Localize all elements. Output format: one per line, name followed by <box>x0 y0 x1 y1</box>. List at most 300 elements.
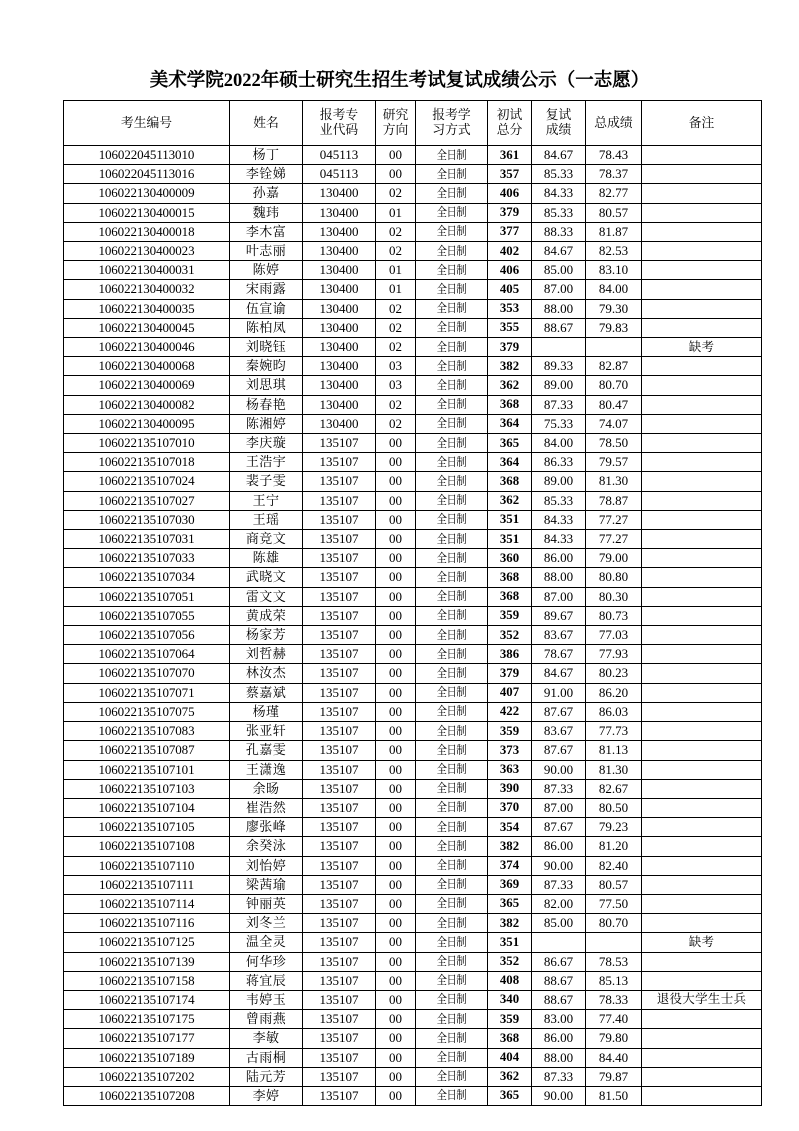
cell-total <box>586 741 642 760</box>
cell-id <box>64 664 230 683</box>
column-header-name <box>230 101 303 146</box>
column-header-note <box>642 101 762 146</box>
cell-note <box>642 1029 762 1048</box>
cell-name <box>230 491 303 510</box>
cell-direction <box>376 261 416 280</box>
cell-major <box>303 1048 376 1067</box>
cell-preliminary <box>488 683 532 702</box>
cell-name <box>230 299 303 318</box>
cell-mode <box>416 587 488 606</box>
cell-retest <box>532 1029 586 1048</box>
cell-id <box>64 1086 230 1105</box>
cell-mode <box>416 664 488 683</box>
cell-text: 379 <box>499 665 520 680</box>
column-header-line: 习方式 <box>432 123 471 137</box>
column-header-line: 方向 <box>382 123 409 137</box>
cell-text: 130400 <box>319 396 359 412</box>
cell-text: 355 <box>499 320 520 335</box>
cell-note <box>642 146 762 165</box>
cell-retest <box>532 165 586 184</box>
cell-text: 88.67 <box>543 972 574 988</box>
cell-retest <box>532 914 586 933</box>
cell-total <box>586 722 642 741</box>
cell-major <box>303 472 376 491</box>
cell-retest <box>532 683 586 702</box>
cell-major <box>303 741 376 760</box>
cell-preliminary <box>488 491 532 510</box>
cell-text: 135107 <box>319 838 359 854</box>
cell-text: 130400 <box>319 300 359 316</box>
cell-retest <box>532 280 586 299</box>
cell-direction <box>376 299 416 318</box>
cell-text: 80.70 <box>598 915 629 931</box>
cell-total <box>586 894 642 913</box>
cell-name <box>230 741 303 760</box>
cell-major <box>303 318 376 337</box>
cell-text: 106022135107114 <box>98 895 195 911</box>
cell-id <box>64 568 230 587</box>
cell-text: 106022130400023 <box>98 243 195 259</box>
cell-text: 135107 <box>319 627 359 643</box>
cell-text: 87.33 <box>543 396 574 412</box>
cell-direction <box>376 587 416 606</box>
cell-text: 00 <box>389 166 402 182</box>
cell-text: 106022130400018 <box>98 223 195 239</box>
cell-text: 陈湘婷 <box>245 415 287 431</box>
cell-name <box>230 376 303 395</box>
cell-direction <box>376 990 416 1009</box>
cell-text: 106022130400046 <box>98 339 195 355</box>
cell-text: 全日制 <box>436 320 467 335</box>
cell-direction <box>376 645 416 664</box>
cell-text: 全日制 <box>436 262 467 277</box>
cell-text: 354 <box>499 819 520 834</box>
cell-note <box>642 242 762 261</box>
cell-retest <box>532 1086 586 1105</box>
cell-text: 135107 <box>319 972 359 988</box>
cell-text: 106022135107075 <box>98 703 195 719</box>
cell-text: 全日制 <box>436 435 467 450</box>
cell-preliminary <box>488 261 532 280</box>
cell-text: 87.33 <box>543 1068 574 1084</box>
table-row <box>64 952 762 971</box>
cell-preliminary <box>488 741 532 760</box>
scores-table <box>63 100 762 1106</box>
cell-text: 01 <box>389 281 402 297</box>
table-row <box>64 933 762 952</box>
cell-text: 00 <box>389 1049 402 1065</box>
cell-text: 89.33 <box>543 358 574 374</box>
cell-preliminary <box>488 318 532 337</box>
cell-preliminary <box>488 1086 532 1105</box>
cell-text: 135107 <box>319 550 359 566</box>
cell-text: 351 <box>499 531 520 546</box>
cell-total <box>586 1067 642 1086</box>
table-row <box>64 741 762 760</box>
cell-name <box>230 990 303 1009</box>
cell-preliminary <box>488 798 532 817</box>
cell-text: 00 <box>389 454 402 470</box>
cell-text: 405 <box>499 281 520 296</box>
cell-note <box>642 472 762 491</box>
cell-text: 86.67 <box>543 953 574 969</box>
cell-text: 全日制 <box>436 762 467 776</box>
cell-preliminary <box>488 568 532 587</box>
cell-text: 90.00 <box>543 1087 574 1103</box>
cell-total <box>586 1086 642 1105</box>
cell-text: 00 <box>389 991 402 1007</box>
cell-preliminary <box>488 414 532 433</box>
cell-text: 88.67 <box>543 319 574 335</box>
cell-total <box>586 990 642 1009</box>
cell-text: 87.67 <box>543 819 574 835</box>
cell-text: 130400 <box>319 262 359 278</box>
cell-text: 106022130400068 <box>98 358 195 374</box>
cell-retest <box>532 261 586 280</box>
cell-text: 045113 <box>319 166 359 182</box>
cell-preliminary <box>488 222 532 241</box>
cell-major <box>303 606 376 625</box>
cell-retest <box>532 818 586 837</box>
cell-text: 88.67 <box>543 991 574 1007</box>
cell-mode <box>416 933 488 952</box>
cell-text: 106022135107177 <box>98 1030 195 1046</box>
cell-preliminary <box>488 952 532 971</box>
cell-name <box>230 318 303 337</box>
column-header-line: 备注 <box>688 115 715 130</box>
cell-name <box>230 184 303 203</box>
cell-retest <box>532 318 586 337</box>
cell-retest <box>532 798 586 817</box>
cell-text: 全日制 <box>436 877 467 892</box>
cell-id <box>64 414 230 433</box>
table-row <box>64 1010 762 1029</box>
cell-major <box>303 434 376 453</box>
cell-major <box>303 779 376 798</box>
cell-id <box>64 472 230 491</box>
cell-text: 全日制 <box>436 992 467 1007</box>
cell-text: 全日制 <box>436 627 467 642</box>
cell-note <box>642 626 762 645</box>
table-row <box>64 856 762 875</box>
cell-retest <box>532 472 586 491</box>
cell-id <box>64 990 230 1009</box>
table-row <box>64 1086 762 1105</box>
table-row <box>64 702 762 721</box>
cell-text: 00 <box>389 473 402 489</box>
cell-total <box>586 261 642 280</box>
cell-text: 全日制 <box>436 704 467 719</box>
cell-text: 106022130400032 <box>98 281 195 297</box>
cell-text: 全日制 <box>436 416 467 431</box>
cell-text: 魏玮 <box>252 204 280 220</box>
cell-retest <box>532 606 586 625</box>
cell-direction <box>376 702 416 721</box>
cell-note <box>642 702 762 721</box>
cell-text: 梁茜瑜 <box>245 876 287 892</box>
cell-name <box>230 798 303 817</box>
cell-text: 78.37 <box>598 166 629 182</box>
cell-text: 78.67 <box>543 646 574 662</box>
cell-id <box>64 1048 230 1067</box>
cell-name <box>230 760 303 779</box>
cell-text: 全日制 <box>436 954 467 969</box>
table-row <box>64 914 762 933</box>
cell-text: 02 <box>389 415 402 431</box>
cell-text: 01 <box>389 204 402 220</box>
cell-total <box>586 491 642 510</box>
cell-note <box>642 222 762 241</box>
cell-name <box>230 338 303 357</box>
cell-major <box>303 818 376 837</box>
cell-text: 02 <box>389 300 402 316</box>
cell-text: 02 <box>389 339 402 355</box>
column-header-line: 成绩 <box>545 123 572 137</box>
cell-text: 商竞文 <box>245 531 287 547</box>
cell-major <box>303 952 376 971</box>
cell-text: 79.80 <box>598 1030 629 1046</box>
cell-text: 陈雄 <box>252 550 280 566</box>
cell-direction <box>376 203 416 222</box>
table-row <box>64 837 762 856</box>
cell-note <box>642 280 762 299</box>
cell-text: 106022135107202 <box>98 1068 195 1084</box>
cell-preliminary <box>488 203 532 222</box>
cell-name <box>230 280 303 299</box>
cell-mode <box>416 357 488 376</box>
column-header-preliminary <box>488 101 532 146</box>
cell-preliminary <box>488 702 532 721</box>
cell-direction <box>376 683 416 702</box>
cell-name <box>230 261 303 280</box>
cell-id <box>64 760 230 779</box>
cell-text: 李铨娣 <box>245 166 287 182</box>
cell-total <box>586 414 642 433</box>
cell-retest <box>532 453 586 472</box>
cell-text: 82.77 <box>598 185 629 201</box>
cell-preliminary <box>488 894 532 913</box>
cell-text: 00 <box>389 646 402 662</box>
cell-text: 106022135107051 <box>98 588 195 604</box>
cell-direction <box>376 606 416 625</box>
table-row <box>64 299 762 318</box>
cell-preliminary <box>488 818 532 837</box>
cell-text: 84.00 <box>543 435 574 451</box>
cell-mode <box>416 376 488 395</box>
cell-text: 85.33 <box>543 204 574 220</box>
cell-note <box>642 798 762 817</box>
cell-preliminary <box>488 779 532 798</box>
cell-text: 81.30 <box>598 761 629 777</box>
cell-text: 全日制 <box>436 550 467 565</box>
cell-text: 伍宣谕 <box>245 300 287 316</box>
cell-id <box>64 722 230 741</box>
cell-text: 00 <box>389 838 402 854</box>
cell-text: 86.00 <box>543 1030 574 1046</box>
cell-name <box>230 933 303 952</box>
cell-major <box>303 645 376 664</box>
cell-retest <box>532 395 586 414</box>
cell-text: 杨丁 <box>252 147 280 162</box>
cell-mode <box>416 568 488 587</box>
cell-text: 106022045113016 <box>98 166 195 182</box>
cell-text: 106022135107034 <box>98 569 195 585</box>
cell-major <box>303 894 376 913</box>
table-row <box>64 357 762 376</box>
cell-retest <box>532 741 586 760</box>
cell-text: 曾雨燕 <box>245 1011 287 1027</box>
cell-text: 135107 <box>319 492 359 508</box>
cell-text: 00 <box>389 511 402 527</box>
cell-text: 81.87 <box>598 223 629 239</box>
cell-text: 106022135107103 <box>98 780 195 796</box>
cell-text: 135107 <box>319 876 359 892</box>
cell-retest <box>532 779 586 798</box>
cell-text: 130400 <box>319 339 359 355</box>
cell-text: 85.00 <box>543 915 574 931</box>
cell-text: 362 <box>499 1069 520 1084</box>
cell-text: 106022135107174 <box>98 991 195 1007</box>
cell-preliminary <box>488 146 532 165</box>
cell-text: 88.00 <box>543 569 574 585</box>
cell-text: 全日制 <box>436 569 467 584</box>
cell-retest <box>532 645 586 664</box>
cell-direction <box>376 1086 416 1105</box>
cell-direction <box>376 818 416 837</box>
cell-mode <box>416 856 488 875</box>
cell-mode <box>416 914 488 933</box>
cell-text: 武晓文 <box>245 569 287 585</box>
cell-mode <box>416 798 488 817</box>
cell-id <box>64 434 230 453</box>
cell-note <box>642 414 762 433</box>
cell-text: 全日制 <box>436 646 467 661</box>
cell-text: 李木富 <box>245 223 287 239</box>
cell-name <box>230 837 303 856</box>
cell-text: 刘晓钰 <box>245 339 287 355</box>
cell-total <box>586 357 642 376</box>
cell-direction <box>376 280 416 299</box>
cell-text: 359 <box>499 1011 520 1026</box>
cell-mode <box>416 395 488 414</box>
cell-text: 362 <box>499 493 520 508</box>
cell-text: 廖张峰 <box>245 819 287 835</box>
cell-mode <box>416 606 488 625</box>
cell-direction <box>376 491 416 510</box>
table-row <box>64 587 762 606</box>
cell-name <box>230 203 303 222</box>
cell-preliminary <box>488 376 532 395</box>
cell-text: 王宁 <box>252 492 280 508</box>
cell-text: 90.00 <box>543 761 574 777</box>
cell-retest <box>532 875 586 894</box>
column-header-line: 报考学 <box>432 108 471 122</box>
cell-text: 368 <box>499 569 520 584</box>
cell-total <box>586 222 642 241</box>
cell-mode <box>416 741 488 760</box>
cell-text: 368 <box>499 397 520 412</box>
table-row <box>64 549 762 568</box>
cell-major <box>303 914 376 933</box>
cell-text: 全日制 <box>436 608 467 623</box>
cell-note <box>642 933 762 952</box>
cell-retest <box>532 146 586 165</box>
cell-text: 382 <box>499 915 520 930</box>
cell-text: 106022130400095 <box>98 415 195 431</box>
cell-text: 373 <box>499 742 520 757</box>
cell-direction <box>376 453 416 472</box>
cell-major <box>303 491 376 510</box>
column-header-line: 报考专 <box>319 108 359 122</box>
cell-direction <box>376 741 416 760</box>
cell-id <box>64 165 230 184</box>
cell-mode <box>416 222 488 241</box>
column-header-total <box>586 101 642 146</box>
cell-text: 全日制 <box>436 281 467 296</box>
cell-text: 全日制 <box>436 589 467 604</box>
cell-name <box>230 1086 303 1105</box>
cell-name <box>230 587 303 606</box>
cell-text: 全日制 <box>436 205 467 220</box>
cell-retest <box>532 664 586 683</box>
cell-text: 00 <box>389 1030 402 1046</box>
cell-text: 85.33 <box>543 492 574 508</box>
cell-mode <box>416 510 488 529</box>
cell-mode <box>416 722 488 741</box>
cell-major <box>303 299 376 318</box>
cell-id <box>64 184 230 203</box>
cell-text: 全日制 <box>436 973 467 988</box>
cell-mode <box>416 818 488 837</box>
cell-text: 75.33 <box>543 415 574 431</box>
cell-direction <box>376 184 416 203</box>
cell-text: 00 <box>389 703 402 719</box>
cell-text: 00 <box>389 569 402 585</box>
cell-text: 361 <box>499 147 520 162</box>
cell-text: 135107 <box>319 665 359 681</box>
cell-note <box>642 434 762 453</box>
cell-retest <box>532 376 586 395</box>
cell-preliminary <box>488 933 532 952</box>
cell-text: 135107 <box>319 511 359 527</box>
cell-total <box>586 971 642 990</box>
cell-text: 106022135107139 <box>98 953 195 969</box>
cell-text: 杨春艳 <box>245 396 287 412</box>
cell-total <box>586 952 642 971</box>
cell-text: 135107 <box>319 646 359 662</box>
cell-text: 130400 <box>319 204 359 220</box>
cell-text: 00 <box>389 780 402 796</box>
cell-mode <box>416 626 488 645</box>
cell-text: 79.23 <box>598 819 629 835</box>
cell-text: 00 <box>389 147 402 162</box>
cell-text: 88.33 <box>543 223 574 239</box>
cell-id <box>64 395 230 414</box>
cell-text: 106022135107064 <box>98 646 195 662</box>
cell-retest <box>532 971 586 990</box>
table-row <box>64 414 762 433</box>
cell-text: 365 <box>499 1088 520 1103</box>
cell-note <box>642 606 762 625</box>
cell-text: 全日制 <box>436 1011 467 1026</box>
cell-mode <box>416 184 488 203</box>
cell-total <box>586 606 642 625</box>
cell-text: 李庆璇 <box>245 435 287 451</box>
cell-text: 全日制 <box>436 185 467 200</box>
cell-text: 135107 <box>319 1087 359 1103</box>
cell-text: 陈婷 <box>252 262 280 278</box>
cell-retest <box>532 510 586 529</box>
